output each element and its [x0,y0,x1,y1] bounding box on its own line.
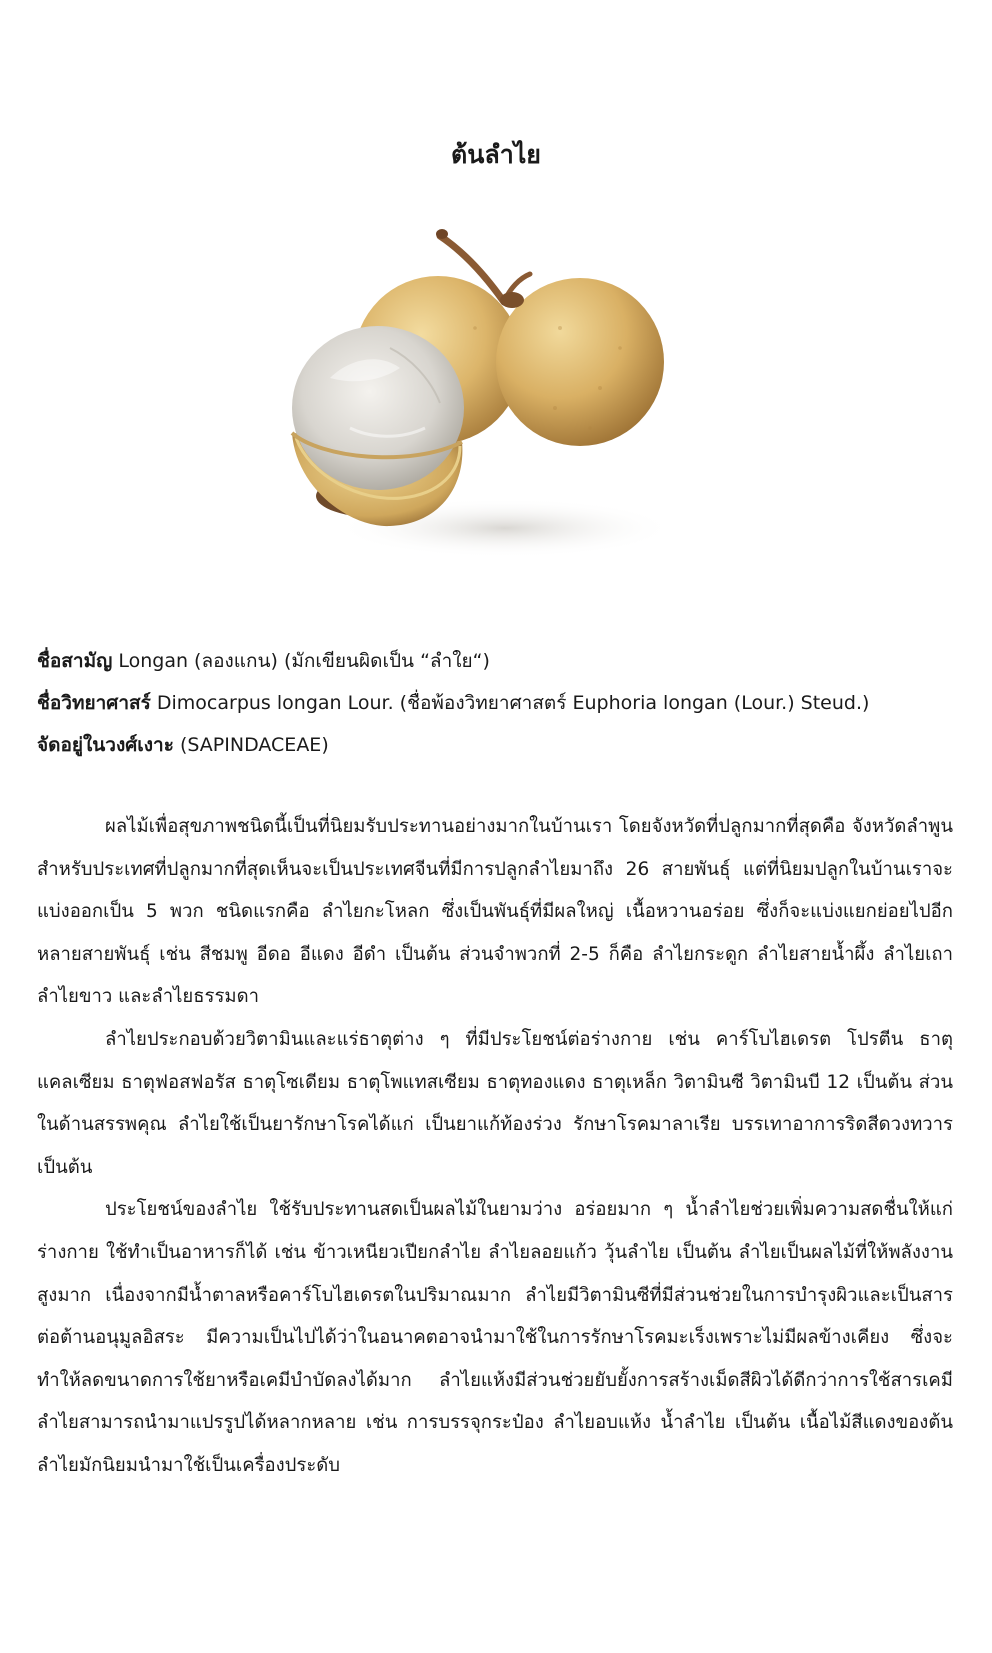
paragraph-nutrition: ลำไยประกอบด้วยวิตามินและแร่ธาตุต่าง ๆ ที่มีประโยชน์ต่อร่างกาย เช่น คาร์โบไฮเดรต โปรตีน ธาตุแคลเซียม ธาตุฟอสฟอรัส ธาตุโซเดียม ธาตุโพแทสเซียม ธาตุทองแดง ธาตุเหล็ก วิตามินซี วิตามินบี 12 เป็นต้น ส่วนในด้านสรรพคุณ ลำไยใช้เป็นยารักษาโรคได้แก่ เป็นยาแก้ท้องร่วง รักษาโรคมาลาเรีย บรรเทาอาการริดสีดวงทวาร เป็นต้น [37,1028,953,1178]
paragraph-benefits: ประโยชน์ของลำไย ใช้รับประทานสดเป็นผลไม้ในยามว่าง อร่อยมาก ๆ น้ำลำไยช่วยเพิ่มความสดชื่นให้แก่ร่างกาย ใช้ทำเป็นอาหารก็ได้ เช่น ข้าวเหนียวเปียกลำไย ลำไยลอยแก้ว วุ้นลำไย เป็นต้น ลำไยเป็นผลไม้ที่ให้พลังงานสูงมาก เนื่องจากมีน้ำตาลหรือคาร์โบไฮเดรตในปริมาณมาก ลำไยมีวิตามินซีที่มีส่วนช่วยในการบำรุงผิวและเป็นสารต่อต้านอนุมูลอิสระ มีความเป็นไปได้ว่าในอนาคตอาจนำมาใช้ในการรักษาโรคมะเร็งเพราะไม่มีผลข้างเคียง ซึ่งจะทำให้ลดขนาดการใช้ยาหรือเคมีบำบัดลงได้มาก ลำไยแห้งมีส่วนช่วยยับยั้งการสร้างเม็ดสีผิวได้ดีกว่าการใช้สารเคมี ลำไยสามารถนำมาแปรรูปได้หลากหลาย เช่น การบรรจุกระป๋อง ลำไยอบแห้ง น้ำลำไย เป็นต้น เนื้อไม้สีแดงของต้นลำไยมักนิยมนำมาใช้เป็นเครื่องประดับ [37,1199,953,1476]
common-name-line [37,640,957,682]
article-body [37,806,953,1488]
common-name-value: Longan (ลองแกน) (มักเขียนผิดเป็น “ลำใย“) [118,650,490,672]
scientific-name-line [37,682,957,724]
common-name-label: ชื่อสามัญ [37,650,113,672]
fruit-info [37,640,957,766]
scientific-name-value: Dimocarpus longan Lour. (ชื่อพ้องวิทยาศาสตร์ Euphoria longan (Lour.) Steud.) [156,692,870,714]
scientific-name-label: ชื่อวิทยาศาสร์ [37,692,151,714]
longan-fruit-icon [290,228,690,568]
page-title: ต้นลำไย [451,140,541,169]
family-label: จัดอยู่ในวงศ์เงาะ [37,734,174,756]
family-value: (SAPINDACEAE) [179,734,329,756]
paragraph-overview: ผลไม้เพื่อสุขภาพชนิดนี้เป็นที่นิยมรับประทานอย่างมากในบ้านเรา โดยจังหวัดที่ปลูกมากที่สุดคือ จังหวัดลำพูน สำหรับประเทศที่ปลูกมากที่สุดเห็นจะเป็นประเทศจีนที่มีการปลูกลำไยมาถึง 26 สายพันธุ์ แต่ที่นิยมปลูกในบ้านเราจะแบ่งออกเป็น 5 พวก ชนิดแรกคือ ลำไยกะโหลก ซึ่งเป็นพันธุ์ที่มีผลใหญ่ เนื้อหวานอร่อย ซึ่งก็จะแบ่งแยกย่อยไปอีกหลายสายพันธุ์ เช่น สีชมพู อีดอ อีแดง อีดำ เป็นต้น ส่วนจำพวกที่ 2-5 ก็คือ ลำไยกระดูก ลำไยสายน้ำผึ้ง ลำไยเถา ลำไยขาว และลำไยธรรมดา [37,816,953,1008]
longan-fruit-image [290,228,690,568]
family-line [37,724,957,766]
